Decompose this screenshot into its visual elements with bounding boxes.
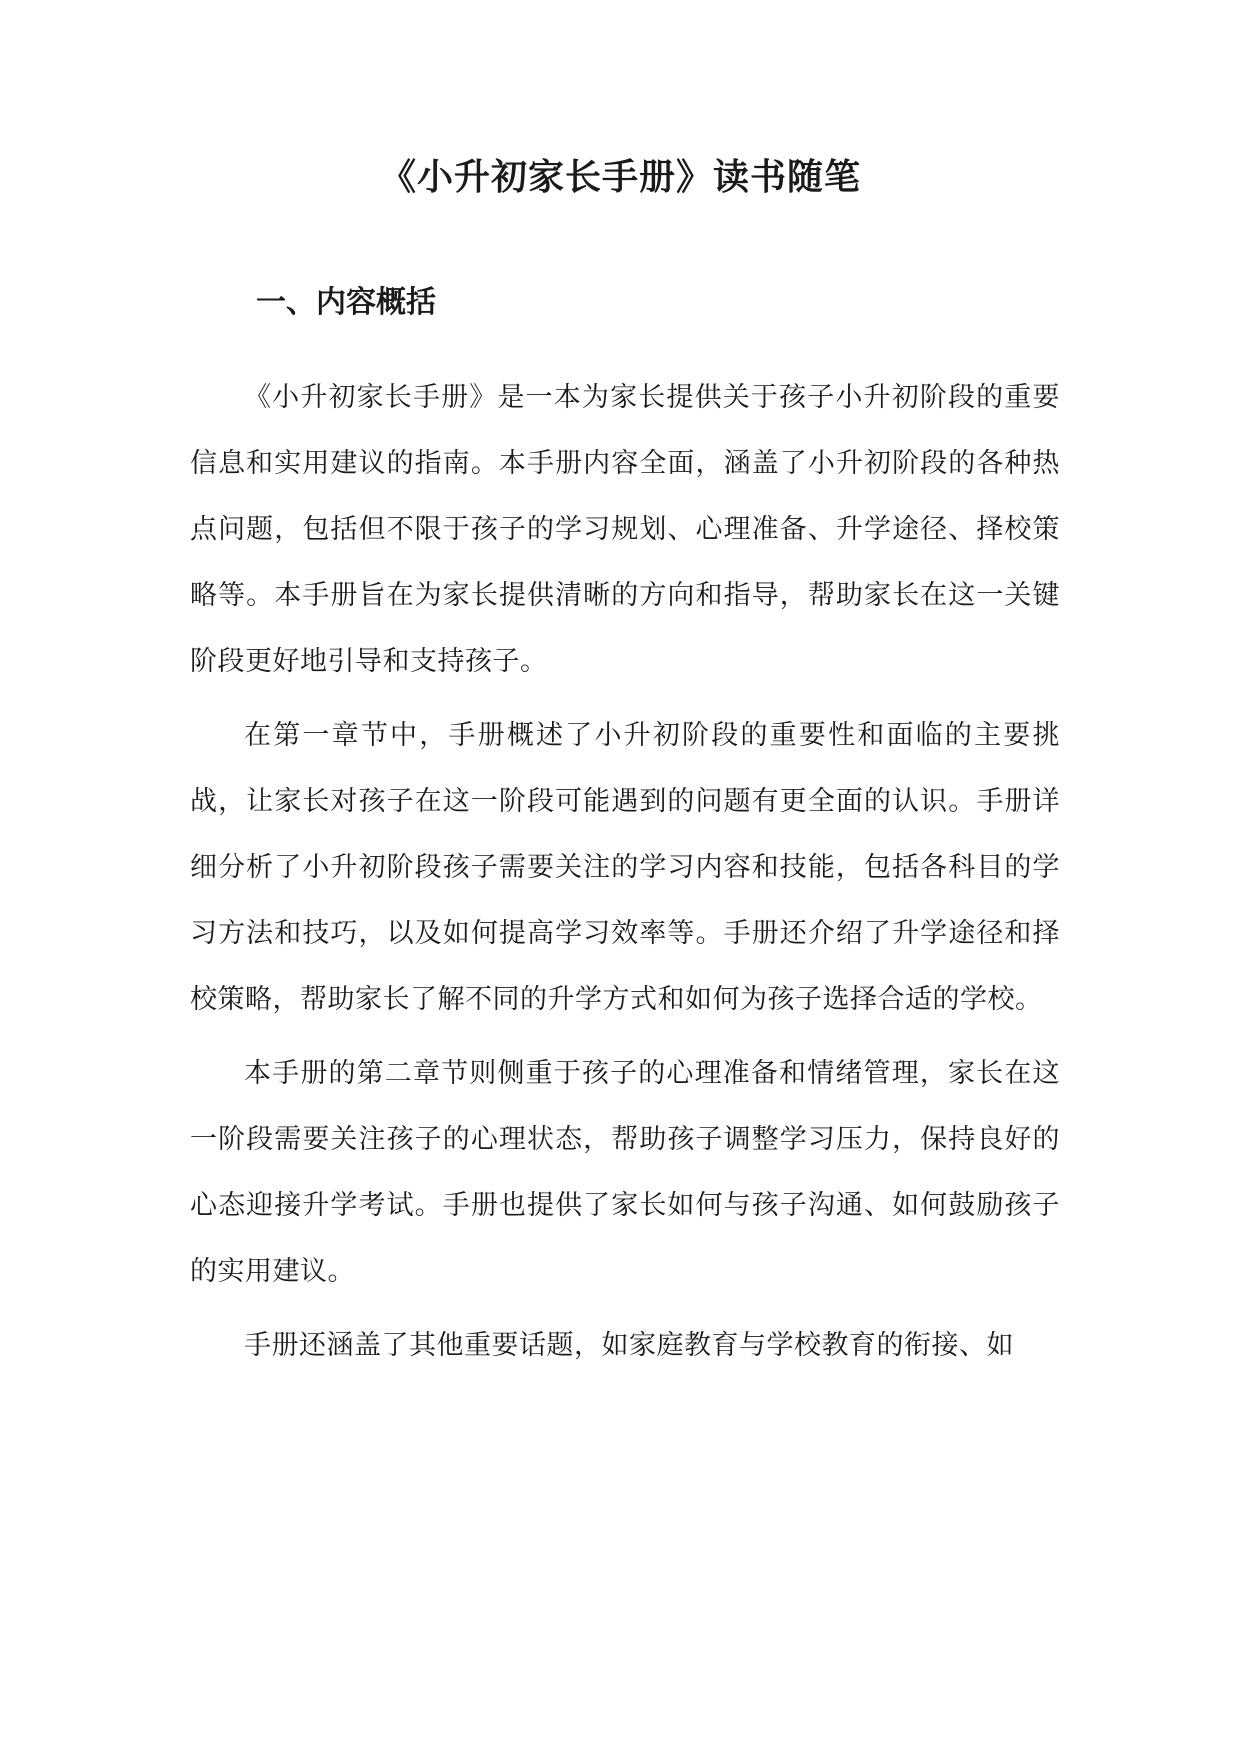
- paragraph-chapter-two: 本手册的第二章节则侧重于孩子的心理准备和情绪管理，家长在这一阶段需要关注孩子的心理状态，帮助孩子调整学习压力，保持良好的心态迎接升学考试。手册也提供了家长如何与孩子沟通、如何鼓励孩子的实用建议。: [190, 1058, 1060, 1287]
- document-body: [190, 365, 1060, 1387]
- paragraph-overview: 《小升初家长手册》是一本为家长提供关于孩子小升初阶段的重要信息和实用建议的指南。本手册内容全面，涵盖了小升初阶段的各种热点问题，包括但不限于孩子的学习规划、心理准备、升学途径、择校策略等。本手册旨在为家长提供清晰的方向和指导，帮助家长在这一关键阶段更好地引导和支持孩子。: [190, 382, 1060, 677]
- section-heading: 一、内容概括: [256, 285, 436, 320]
- paragraph-chapter-one: 在第一章节中，手册概述了小升初阶段的重要性和面临的主要挑战，让家长对孩子在这一阶段可能遇到的问题有更全面的认识。手册详细分析了小升初阶段孩子需要关注的学习内容和技能，包括各科目的学习方法和技巧，以及如何提高学习效率等。手册还介绍了升学途径和择校策略，帮助家长了解不同的升学方式和如何为孩子选择合适的学校。: [190, 720, 1060, 1015]
- paragraph-other-topics: 手册还涵盖了其他重要话题，如家庭教育与学校教育的衔接、如: [244, 1330, 1014, 1361]
- document-title: 《小升初家长手册》读书随笔: [379, 156, 861, 198]
